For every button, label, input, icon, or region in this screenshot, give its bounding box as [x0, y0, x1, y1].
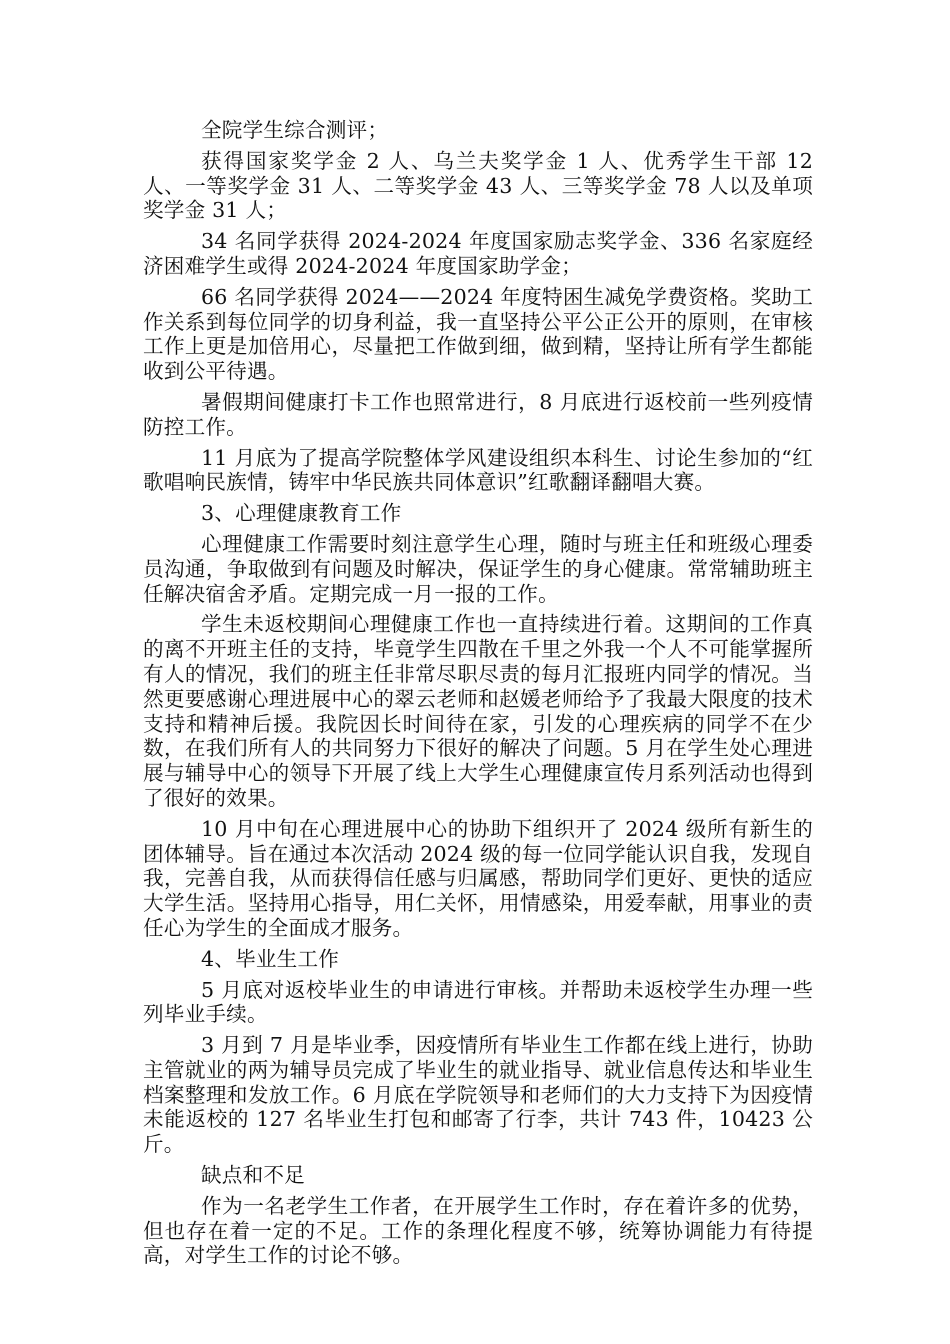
paragraph-mental-health-work: 心理健康工作需要时刻注意学生心理，随时与班主任和班级心理委员沟通，争取做到有问题及时解决，保证学生的身心健康。常常辅助班主任解决宿舍矛盾。定期完成一月一报的工作。 — [143, 531, 813, 606]
paragraph-national-grants: 34 名同学获得 2024-2024 年度国家励志奖学金、336 名家庭经济困难学生或得 2024-2024 年度国家助学金； — [143, 229, 813, 278]
paragraph-freshman-counseling: 10 月中旬在心理进展中心的协助下组织开了 2024 级所有新生的团体辅导。旨在通过本次活动 2024 级的每一位同学能认识自我，发现自我，完善自我，从而获得信任感与归属感，帮助同学们更好、更快的适应大学生活。坚持用心指导，用仁关怀，用情感染，用爱奉献，用事业的责任心为学生的全面成才服务。 — [143, 816, 813, 940]
paragraph-shortcomings: 作为一名老学生工作者，在开展学生工作时，存在着许多的优势，但也存在着一定的不足。工作的条理化程度不够，统筹协调能力有待提高，对学生工作的讨论不够。 — [143, 1193, 813, 1268]
paragraph-graduation-season: 3 月到 7 月是毕业季，因疫情所有毕业生工作都在线上进行，协助主管就业的两为辅导员完成了毕业生的就业指导、就业信息传达和毕业生档案整理和发放工作。6 月底在学院领导和老师们的大力支持下为因疫情未能返校的 127 名毕业生打包和邮寄了行李，共计 743 件，10423 公斤。 — [143, 1033, 813, 1157]
document-body — [143, 118, 813, 1268]
paragraph-tuition-waiver: 66 名同学获得 2024——2024 年度特困生减免学费资格。奖助工作关系到每位同学的切身利益，我一直坚持公平公正公开的原则，在审核工作上更是加倍用心，尽量把工作做到细，做到精，坚持让所有学生都能收到公平待遇。 — [143, 284, 813, 384]
paragraph-graduate-review: 5 月底对返校毕业生的申请进行审核。并帮助未返校学生办理一些列毕业手续。 — [143, 977, 813, 1027]
paragraph-remote-mental-health: 学生未返校期间心理健康工作也一直持续进行着。这期间的工作真的离不开班主任的支持，毕竟学生四散在千里之外我一个人不可能掌握所有人的情况，我们的班主任非常尽职尽责的每月汇报班内同学的情况。当然更要感谢心理进展中心的翠云老师和赵媛老师给予了我最大限度的技术支持和精神后援。我院因长时间待在家，引发的心理疾病的同学不在少数，在我们所有人的共同努力下很好的解决了问题。5 月在学生处心理进展与辅导中心的领导下开展了线上大学生心理健康宣传月系列活动也得到了很好的效果。 — [143, 612, 813, 810]
paragraph-scholarships: 获得国家奖学金 2 人、乌兰夫奖学金 1 人、优秀学生干部 12 人、一等奖学金 31 人、二等奖学金 43 人、三等奖学金 78 人以及单项奖学金 31 人； — [143, 148, 813, 223]
section-heading-shortcomings: 缺点和不足 — [201, 1163, 305, 1188]
section-heading-graduates: 4、毕业生工作 — [201, 946, 340, 971]
section-heading-mental-health: 3、心理健康教育工作 — [201, 501, 402, 526]
paragraph-evaluation: 全院学生综合测评； — [201, 118, 389, 142]
paragraph-red-song-contest: 11 月底为了提高学院整体学风建设组织本科生、讨论生参加的“红歌唱响民族情，铸牢中华民族共同体意识”红歌翻译翻唱大赛。 — [143, 445, 813, 495]
paragraph-summer-health: 暑假期间健康打卡工作也照常进行，8 月底进行返校前一些列疫情防控工作。 — [143, 389, 813, 439]
